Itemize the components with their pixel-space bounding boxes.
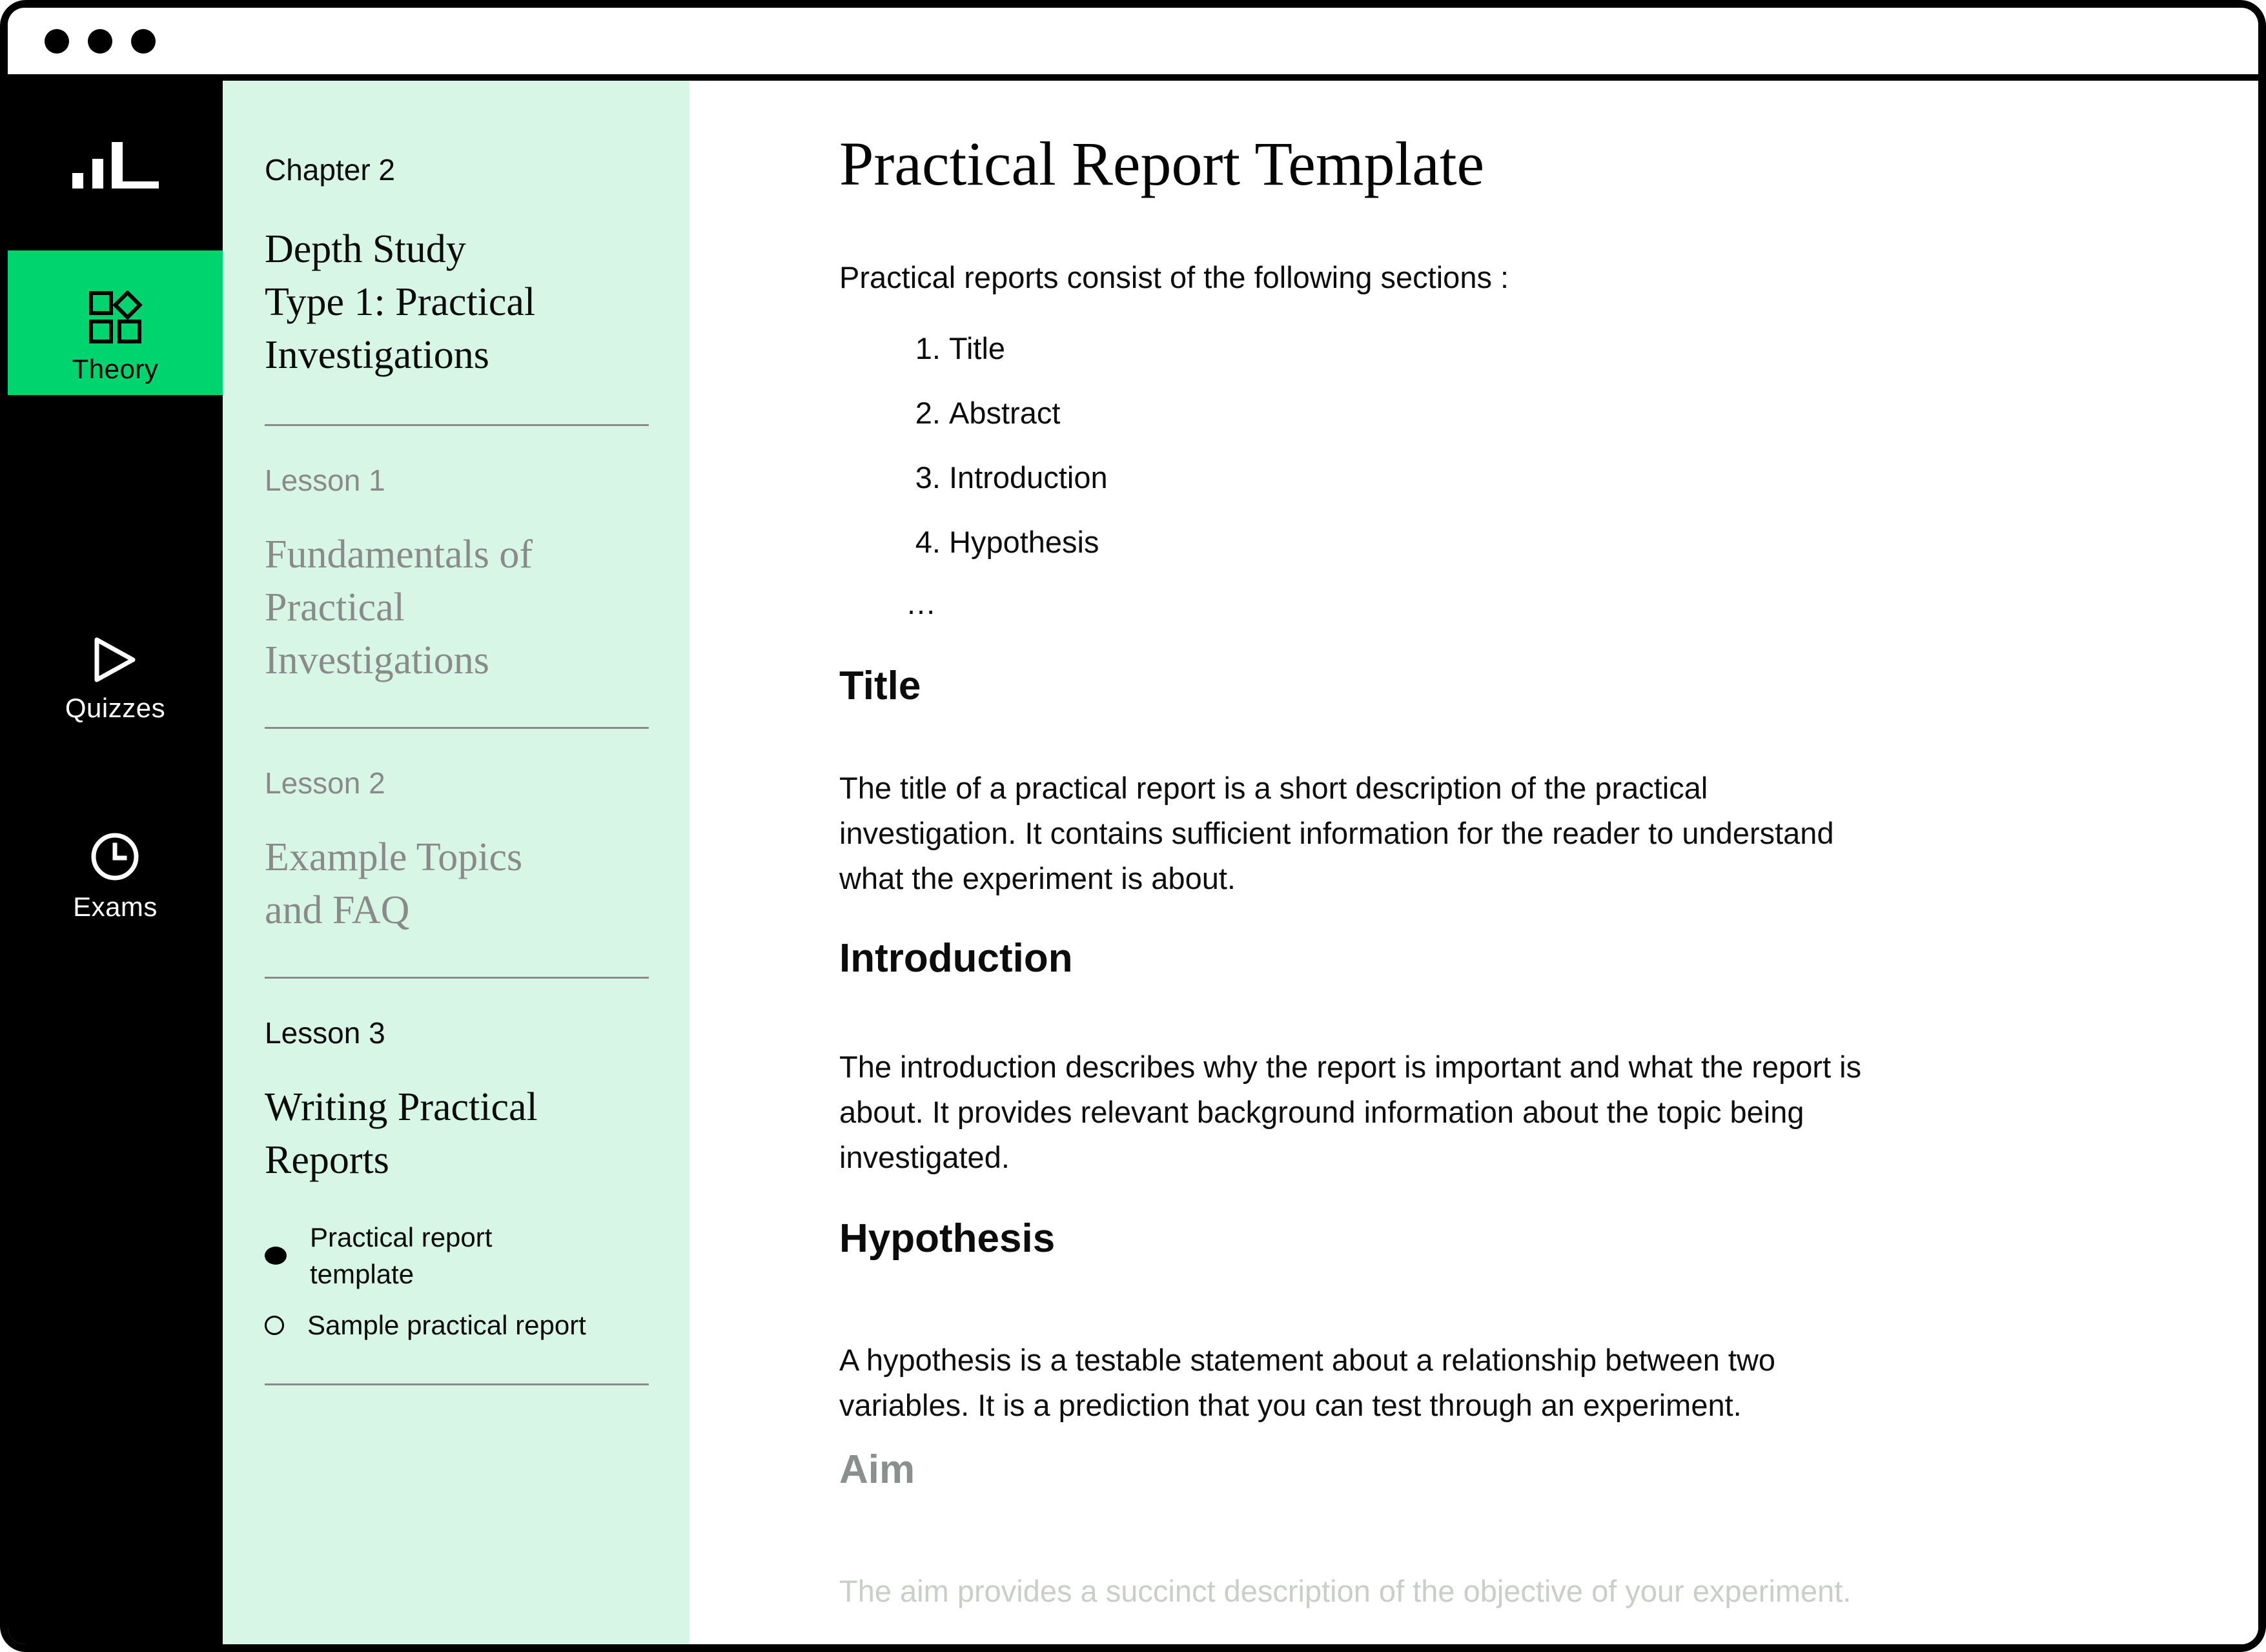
window-control-dot[interactable] bbox=[45, 29, 69, 54]
divider bbox=[265, 727, 649, 729]
primary-sidebar bbox=[8, 81, 223, 1644]
sidebar-lesson-2[interactable] bbox=[265, 765, 652, 937]
section-body-hypothesis: A hypothesis is a testable statement about a relationship between two variables. It is a prediction that you can test through an experiment. bbox=[839, 1343, 1776, 1422]
lesson-title: Writing Practical Reports bbox=[265, 1085, 538, 1182]
lesson-label: Lesson 3 bbox=[265, 1016, 385, 1050]
sidebar-item-exams[interactable] bbox=[73, 831, 158, 923]
lesson-title: Example Topics and FAQ bbox=[265, 835, 523, 932]
section-heading-aim: Aim bbox=[839, 1447, 915, 1492]
chapter-label: Chapter 2 bbox=[265, 153, 396, 187]
list-item: 1. Title bbox=[949, 329, 2258, 368]
section-heading-title: Title bbox=[839, 664, 921, 708]
window-titlebar bbox=[8, 8, 2258, 74]
divider bbox=[265, 977, 649, 979]
section-body-aim: The aim provides a succinct description of the objective of your experiment. bbox=[839, 1574, 1852, 1608]
chapter-title: Depth Study Type 1: Practical Investigations bbox=[265, 227, 536, 377]
sidebar-item-label: Theory bbox=[72, 354, 159, 384]
lesson-title: Fundamentals of Practical Investigations bbox=[265, 533, 533, 682]
lesson-item-label: Practical report template bbox=[310, 1222, 493, 1289]
page-title: Practical Report Template bbox=[839, 129, 1485, 198]
divider bbox=[265, 424, 649, 426]
lesson-sidebar bbox=[223, 81, 689, 1644]
app-body bbox=[8, 81, 2258, 1644]
clock-icon bbox=[89, 831, 141, 882]
play-icon bbox=[92, 636, 139, 684]
sidebar-item-theory[interactable] bbox=[8, 250, 223, 395]
lesson-subitems bbox=[265, 1219, 652, 1343]
sidebar-item-label: Quizzes bbox=[65, 693, 166, 723]
lesson-item-practical-report-template[interactable] bbox=[265, 1219, 652, 1292]
lesson-label: Lesson 2 bbox=[265, 766, 385, 800]
section-body-introduction: The introduction describes why the report is important and what the report is about. It provides relevant background information about the topic being investigated. bbox=[839, 1050, 1862, 1174]
window-control-dot[interactable] bbox=[88, 29, 112, 54]
report-sections-list bbox=[839, 329, 2258, 562]
lesson-label: Lesson 1 bbox=[265, 464, 385, 497]
sidebar-item-label: Exams bbox=[73, 892, 158, 922]
list-item: 4. Hypothesis bbox=[949, 523, 2258, 562]
lesson-item-sample-practical-report[interactable] bbox=[265, 1307, 652, 1343]
divider bbox=[265, 1383, 649, 1385]
sidebar-lesson-1[interactable] bbox=[265, 462, 652, 687]
window-control-dot[interactable] bbox=[131, 29, 156, 54]
category-icon bbox=[88, 291, 143, 345]
list-item: 3. Introduction bbox=[949, 458, 2258, 497]
selected-radio-icon bbox=[265, 1247, 287, 1265]
list-item: 2. Abstract bbox=[949, 394, 2258, 433]
section-heading-hypothesis: Hypothesis bbox=[839, 1216, 1056, 1261]
bar-chart-logo-icon[interactable] bbox=[72, 142, 159, 189]
lead-text: Practical reports consist of the following sections : bbox=[839, 260, 1509, 294]
unselected-radio-icon bbox=[265, 1316, 284, 1335]
section-body-title: The title of a practical report is a short description of the practical investigation. It contains sufficient information for the reader to understand what the experiment is about. bbox=[839, 771, 1834, 895]
lesson-item-label: Sample practical report bbox=[307, 1310, 586, 1340]
sidebar-lesson-3[interactable] bbox=[265, 1015, 652, 1343]
section-heading-introduction: Introduction bbox=[839, 936, 1073, 981]
list-ellipsis: ... bbox=[907, 586, 937, 620]
content-area bbox=[689, 81, 2258, 1644]
sidebar-item-quizzes[interactable] bbox=[65, 636, 165, 724]
